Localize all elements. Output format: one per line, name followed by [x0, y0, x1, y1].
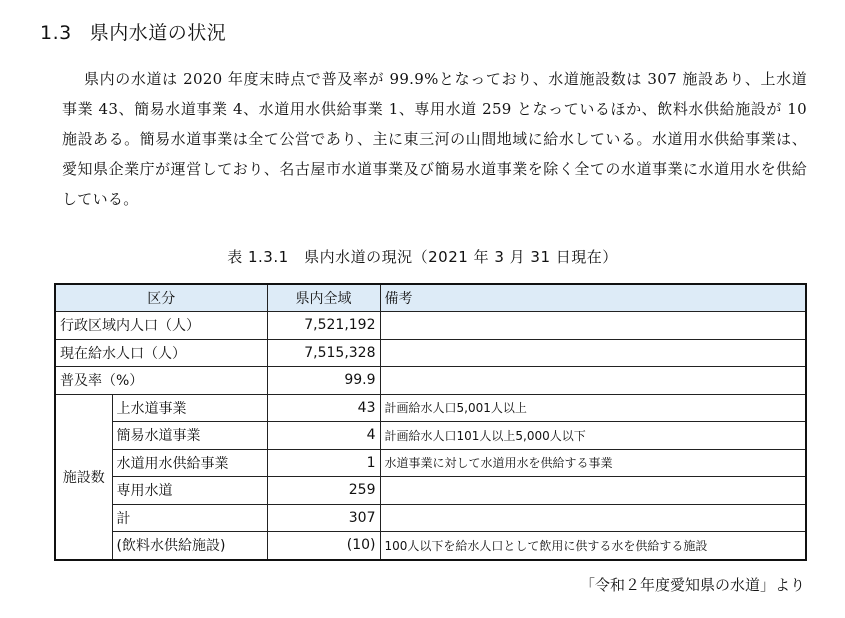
table-row	[55, 367, 806, 395]
row-label: 現在給水人口（人）	[55, 339, 267, 367]
row-remarks	[380, 504, 806, 532]
row-remarks: 計画給水人口101人以上5,000人以下	[380, 422, 806, 450]
facility-group-label: 施設数	[55, 394, 112, 560]
row-value: 307	[267, 504, 380, 532]
table-row	[55, 394, 806, 422]
row-value: 99.9	[267, 367, 380, 395]
table-row	[55, 449, 806, 477]
source-note: 「令和２年度愛知県の水道」より	[579, 576, 805, 594]
table-row	[55, 312, 806, 340]
row-value: 4	[267, 422, 380, 450]
body-paragraph: 県内の水道は 2020 年度末時点で普及率が 99.9%となっており、水道施設数は 307 施設あり、上水道事業 43、簡易水道事業 4、水道用水供給事業 1、専用水道 259 となっているほか、飲料水供給施設が 10 施設ある。簡易水道事業は全て公営であり、主に東三河の山間地域に給水している。水道用水供給事業は、愛知県企業庁が運営しており、名古屋市水道事業及び簡易水道事業を除く全ての水道事業に水道用水を供給している。	[62, 70, 807, 208]
table-row	[55, 532, 806, 560]
section-number: 1.3	[40, 22, 72, 44]
row-label: (飲料水供給施設)	[112, 532, 267, 560]
row-value: 7,521,192	[267, 312, 380, 340]
table-row	[55, 339, 806, 367]
row-label: 普及率（%）	[55, 367, 267, 395]
row-label: 水道用水供給事業	[112, 449, 267, 477]
row-value: 43	[267, 394, 380, 422]
row-label: 専用水道	[112, 477, 267, 505]
section-title: 県内水道の状況	[89, 22, 227, 44]
row-remarks	[380, 367, 806, 395]
row-value: (10)	[267, 532, 380, 560]
header-category: 区分	[55, 284, 267, 312]
section-heading	[40, 18, 226, 45]
header-value: 県内全域	[267, 284, 380, 312]
table-row	[55, 422, 806, 450]
table-row	[55, 504, 806, 532]
row-label: 上水道事業	[112, 394, 267, 422]
row-value: 1	[267, 449, 380, 477]
row-remarks	[380, 339, 806, 367]
row-label: 簡易水道事業	[112, 422, 267, 450]
water-supply-table	[54, 283, 807, 561]
row-remarks: 100人以下を給水人口として飲用に供する水を供給する施設	[380, 532, 806, 560]
header-remarks: 備考	[380, 284, 806, 312]
row-remarks: 計画給水人口5,001人以上	[380, 394, 806, 422]
row-value: 259	[267, 477, 380, 505]
row-value: 7,515,328	[267, 339, 380, 367]
table-row	[55, 477, 806, 505]
row-remarks	[380, 312, 806, 340]
row-label: 行政区域内人口（人）	[55, 312, 267, 340]
row-label: 計	[112, 504, 267, 532]
row-remarks	[380, 477, 806, 505]
table-caption: 表 1.3.1 県内水道の現況（2021 年 3 月 31 日現在）	[227, 248, 618, 266]
table-header-row	[55, 284, 806, 312]
row-remarks: 水道事業に対して水道用水を供給する事業	[380, 449, 806, 477]
